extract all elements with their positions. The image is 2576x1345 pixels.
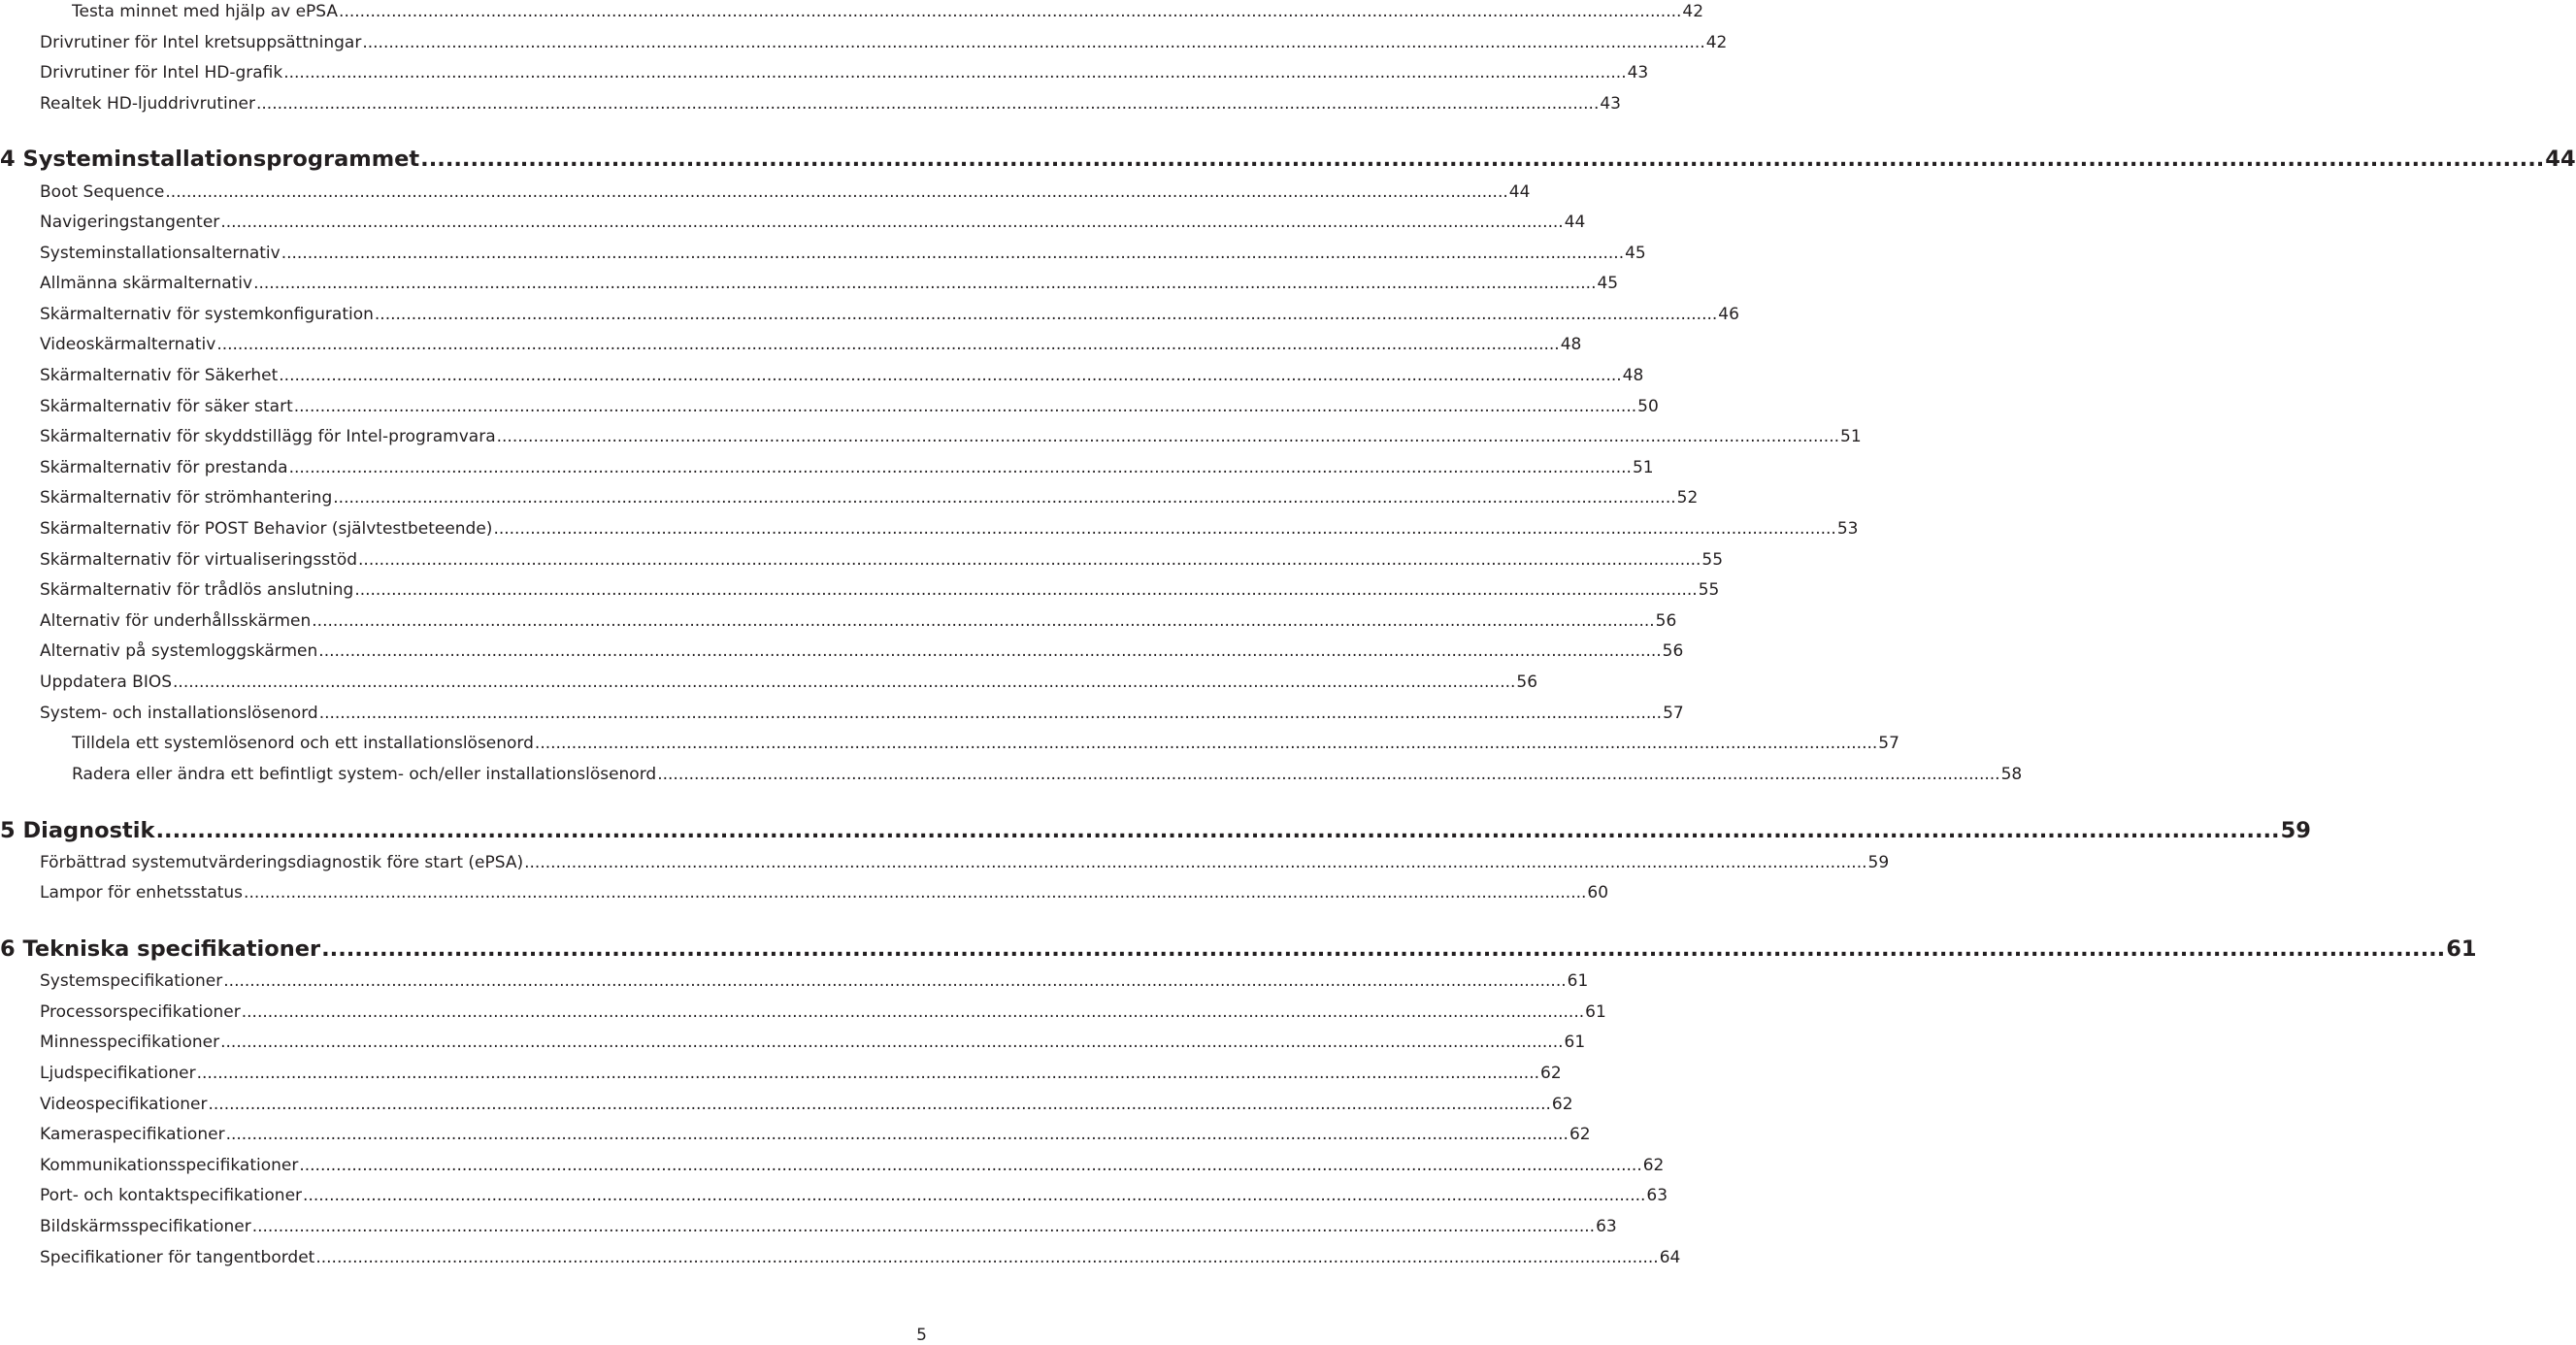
toc-title: System- och installationslösenord (40, 704, 318, 723)
toc-entry[interactable]: Drivrutiner för Intel HD-grafik ................................................................................................................................................................................................................................................................ 43 (40, 63, 1649, 82)
toc-page: 55 (1701, 550, 1724, 570)
toc-title: Kommunikationsspecifikationer (40, 1156, 299, 1175)
toc-entry[interactable]: Port- och kontaktspecifikationer ................................................................................................................................................................................................................................................................ 63 (40, 1186, 1668, 1205)
toc-entry[interactable]: Alternativ för underhållsskärmen ................................................................................................................................................................................................................................................................ 56 (40, 611, 1677, 631)
toc-chapter[interactable]: 4 Systeminstallationsprogrammet ................................................................................................................................................................................................................................................................ 44 (0, 147, 2576, 172)
toc-page: 45 (1597, 274, 1619, 293)
toc-entry[interactable]: Minnesspecifikationer ................................................................................................................................................................................................................................................................ 61 (40, 1033, 1586, 1052)
toc-page: 52 (1676, 488, 1699, 508)
toc-title: Skärmalternativ för systemkonfiguration (40, 305, 374, 324)
toc-entry[interactable]: System- och installationslösenord ................................................................................................................................................................................................................................................................ 57 (40, 704, 1684, 723)
toc-page: 64 (1659, 1248, 1681, 1267)
toc-page: 46 (1718, 305, 1739, 324)
toc-entry[interactable]: Skärmalternativ för Säkerhet ................................................................................................................................................................................................................................................................ 48 (40, 366, 1644, 385)
toc-entry[interactable]: Realtek HD-ljuddrivrutiner ................................................................................................................................................................................................................................................................ 43 (40, 94, 1621, 114)
toc-entry[interactable]: Kameraspecifikationer ................................................................................................................................................................................................................................................................ 62 (40, 1125, 1591, 1144)
toc-page: 56 (1662, 641, 1684, 661)
toc-entry[interactable]: Processorspecifikationer ................................................................................................................................................................................................................................................................ 61 (40, 1002, 1606, 1022)
toc-page: 63 (1646, 1186, 1668, 1205)
toc-entry[interactable]: Lampor för enhetsstatus ................................................................................................................................................................................................................................................................ 60 (40, 883, 1609, 902)
toc-page: 61 (1564, 1033, 1586, 1052)
toc-title: Uppdatera BIOS (40, 672, 173, 692)
toc-entry[interactable]: Kommunikationsspecifikationer ................................................................................................................................................................................................................................................................ 62 (40, 1156, 1665, 1175)
toc-entry[interactable]: Boot Sequence ................................................................................................................................................................................................................................................................ 44 (40, 182, 1531, 202)
toc-page: 56 (1516, 672, 1538, 692)
toc-entry[interactable]: Skärmalternativ för systemkonfiguration ................................................................................................................................................................................................................................................................ 46 (40, 305, 1739, 324)
toc-title: Port- och kontaktspecifikationer (40, 1186, 303, 1205)
toc-title: Lampor för enhetsstatus (40, 883, 244, 902)
toc-page: 43 (1600, 94, 1621, 114)
toc-page: 57 (1878, 734, 1899, 753)
toc-title: Tilldela ett systemlösenord och ett installationslösenord (72, 734, 534, 753)
toc-page: 61 (1585, 1002, 1606, 1022)
toc-page: 59 (2280, 818, 2311, 843)
toc-title: Skärmalternativ för prestanda (40, 458, 288, 477)
toc-title: Videoskärmalternativ (40, 335, 216, 354)
toc-title: Radera eller ändra ett befintligt system- och/eller installationslösenord (72, 765, 657, 784)
toc-entry[interactable]: Systeminstallationsalternativ ................................................................................................................................................................................................................................................................ 45 (40, 244, 1646, 263)
toc-title: Systemspecifikationer (40, 971, 223, 991)
toc-title: Skärmalternativ för trådlös anslutning (40, 580, 354, 600)
toc-entry[interactable]: Testa minnet med hjälp av ePSA ................................................................................................................................................................................................................................................................ 42 (72, 2, 1704, 21)
toc-page: 44 (2545, 147, 2576, 172)
toc-title: 5 Diagnostik (0, 818, 155, 843)
toc-entry[interactable]: Allmänna skärmalternativ ................................................................................................................................................................................................................................................................ 45 (40, 274, 1619, 293)
toc-entry[interactable]: Videoskärmalternativ ................................................................................................................................................................................................................................................................ 48 (40, 335, 1582, 354)
toc-entry[interactable]: Skärmalternativ för POST Behavior (självtestbeteende) ................................................................................................................................................................................................................................................................ 53 (40, 519, 1859, 539)
toc-title: Skärmalternativ för Säkerhet (40, 366, 279, 385)
toc-entry[interactable]: Bildskärmsspecifikationer ................................................................................................................................................................................................................................................................ 63 (40, 1217, 1617, 1236)
toc-title: Kameraspecifikationer (40, 1125, 225, 1144)
toc-title: Testa minnet med hjälp av ePSA (72, 2, 339, 21)
toc-entry[interactable]: Förbättrad systemutvärderingsdiagnostik före start (ePSA) ................................................................................................................................................................................................................................................................ 59 (40, 853, 1890, 872)
toc-chapter[interactable]: 5 Diagnostik ................................................................................................................................................................................................................................................................ 59 (0, 818, 2311, 843)
toc-title: Drivrutiner för Intel HD-grafik (40, 63, 283, 82)
toc-page: 42 (1705, 33, 1728, 52)
toc-title: Allmänna skärmalternativ (40, 274, 253, 293)
toc-entry[interactable]: Skärmalternativ för skyddstillägg för Intel-programvara ................................................................................................................................................................................................................................................................ 51 (40, 427, 1862, 446)
toc-title: Bildskärmsspecifikationer (40, 1217, 251, 1236)
toc-title: Skärmalternativ för virtualiseringsstöd (40, 550, 358, 570)
toc-entry[interactable]: Systemspecifikationer ................................................................................................................................................................................................................................................................ 61 (40, 971, 1589, 991)
toc-page: 61 (2446, 936, 2477, 962)
toc-title: Navigeringstangenter (40, 213, 220, 232)
toc-page: 63 (1596, 1217, 1617, 1236)
toc-title: 6 Tekniska specifikationer (0, 936, 321, 962)
toc-chapter[interactable]: 6 Tekniska specifikationer ................................................................................................................................................................................................................................................................ 61 (0, 936, 2477, 962)
toc-title: Alternativ på systemloggskärmen (40, 641, 318, 661)
toc-entry[interactable]: Drivrutiner för Intel kretsuppsättningar ................................................................................................................................................................................................................................................................ 42 (40, 33, 1728, 52)
toc-title: Drivrutiner för Intel kretsuppsättningar (40, 33, 362, 52)
toc-entry[interactable]: Skärmalternativ för strömhantering ................................................................................................................................................................................................................................................................ 52 (40, 488, 1699, 508)
toc-page: 42 (1682, 2, 1704, 21)
toc-page: 59 (1867, 853, 1890, 872)
toc-page: 43 (1627, 63, 1649, 82)
toc-page: 62 (1569, 1125, 1591, 1144)
toc-page: 51 (1840, 427, 1862, 446)
toc-page: 57 (1663, 704, 1684, 723)
toc-entry[interactable]: Skärmalternativ för prestanda ................................................................................................................................................................................................................................................................ 51 (40, 458, 1654, 477)
toc-page: 48 (1560, 335, 1582, 354)
toc-title: Skärmalternativ för strömhantering (40, 488, 333, 508)
toc-page: 48 (1622, 366, 1644, 385)
toc-title: Skärmalternativ för POST Behavior (självtestbeteende) (40, 519, 493, 539)
page-number: 5 (916, 1326, 927, 1345)
toc-title: Systeminstallationsalternativ (40, 244, 281, 263)
toc-page: 62 (1551, 1095, 1573, 1114)
toc-title: Skärmalternativ för skyddstillägg för Intel-programvara (40, 427, 496, 446)
toc-entry[interactable]: Specifikationer för tangentbordet ................................................................................................................................................................................................................................................................ 64 (40, 1248, 1681, 1267)
toc-page: 60 (1587, 883, 1609, 902)
toc-entry[interactable]: Skärmalternativ för virtualiseringsstöd ................................................................................................................................................................................................................................................................ 55 (40, 550, 1724, 570)
toc-page: 45 (1625, 244, 1646, 263)
toc-page: 61 (1567, 971, 1589, 991)
toc-entry[interactable]: Uppdatera BIOS ................................................................................................................................................................................................................................................................ 56 (40, 672, 1538, 692)
toc-page: 50 (1637, 397, 1659, 416)
toc-page: 62 (1540, 1064, 1562, 1083)
toc-entry[interactable]: Ljudspecifikationer ................................................................................................................................................................................................................................................................ 62 (40, 1064, 1562, 1083)
toc-page: 62 (1642, 1156, 1665, 1175)
toc-title: Förbättrad systemutvärderingsdiagnostik före start (ePSA) (40, 853, 524, 872)
toc-entry[interactable]: Radera eller ändra ett befintligt system- och/eller installationslösenord ................................................................................................................................................................................................................................................................ 58 (72, 765, 2023, 784)
toc-page: 55 (1698, 580, 1720, 600)
toc-page: 53 (1836, 519, 1859, 539)
toc-entry[interactable]: Skärmalternativ för trådlös anslutning ................................................................................................................................................................................................................................................................ 55 (40, 580, 1720, 600)
toc-page: 44 (1564, 213, 1586, 232)
toc-entry[interactable]: Navigeringstangenter ................................................................................................................................................................................................................................................................ 44 (40, 213, 1586, 232)
toc-page: 44 (1508, 182, 1531, 202)
toc-entry[interactable]: Alternativ på systemloggskärmen ................................................................................................................................................................................................................................................................ 56 (40, 641, 1684, 661)
toc-title: Videospecifikationer (40, 1095, 208, 1114)
toc-entry[interactable]: Skärmalternativ för säker start ................................................................................................................................................................................................................................................................ 50 (40, 397, 1659, 416)
toc-title: Skärmalternativ för säker start (40, 397, 293, 416)
toc-page: 58 (2000, 765, 2023, 784)
toc-title: Ljudspecifikationer (40, 1064, 196, 1083)
toc-title: Processorspecifikationer (40, 1002, 241, 1022)
toc-title: Realtek HD-ljuddrivrutiner (40, 94, 255, 114)
toc-title: 4 Systeminstallationsprogrammet (0, 147, 420, 172)
toc-title: Alternativ för underhållsskärmen (40, 611, 312, 631)
toc-entry[interactable]: Videospecifikationer ................................................................................................................................................................................................................................................................ 62 (40, 1095, 1573, 1114)
toc-title: Boot Sequence (40, 182, 165, 202)
toc-page: 56 (1655, 611, 1677, 631)
toc-title: Minnesspecifikationer (40, 1033, 220, 1052)
toc-entry[interactable]: Tilldela ett systemlösenord och ett installationslösenord ................................................................................................................................................................................................................................................................ 57 (72, 734, 1899, 753)
toc-page: 51 (1632, 458, 1654, 477)
toc-title: Specifikationer för tangentbordet (40, 1248, 315, 1267)
